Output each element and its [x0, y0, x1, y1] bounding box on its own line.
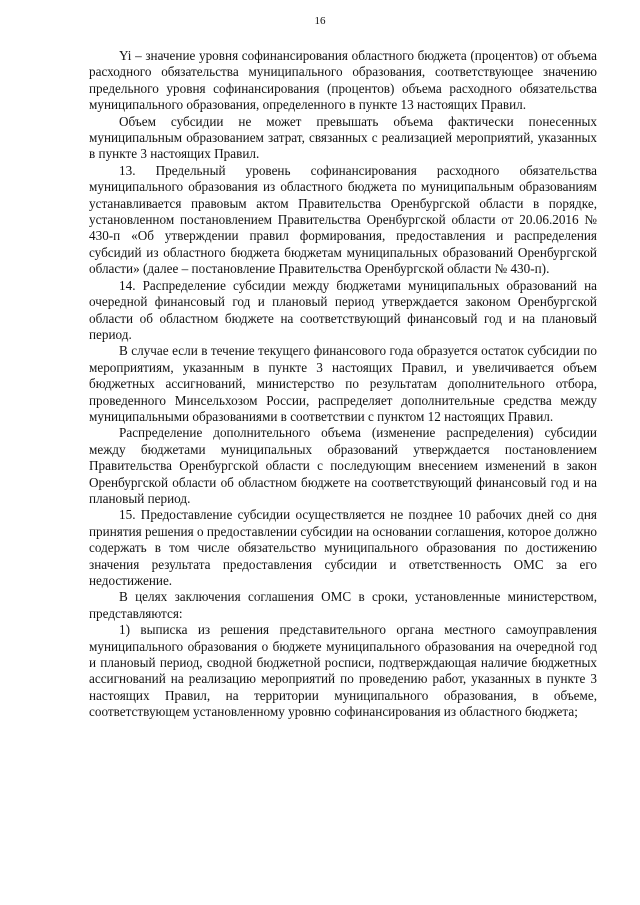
- page-number: 16: [314, 15, 326, 27]
- paragraph-yi-definition: Yi – значение уровня софинансирования областного бюджета (процентов) от объема расходного обязательства муниципального образования, соответствующее значению предельного уровня софинансирования (процентов) объема расходного обязательства муниципального образования, определенного в пункте 13 настоящих Правил.: [89, 48, 597, 113]
- paragraph-13: 13. Предельный уровень софинансирования расходного обязательства муниципального образования из областного бюджета по муниципальным образованиям устанавливается правовым актом Правительства Оренбургской области в порядке, установленном постановлением Правительства Оренбургской области от 20.06.2016 № 430-п «Об утверждении правил формирования, предоставления и распределения субсидий из областного бюджета бюджетам муниципальных образований Оренбургской области» (далее – постановление Правительства Оренбургской области № 430-п).: [89, 162, 597, 277]
- document-body: [89, 48, 597, 721]
- paragraph-14: 14. Распределение субсидии между бюджетами муниципальных образований на очередной финансовый год и плановый период утверждается законом Оренбургской области об областном бюджете на соответствующий финансовый год и на плановый период.: [89, 277, 597, 342]
- paragraph-subsidy-limit: Объем субсидии не может превышать объема фактически понесенных муниципальным образованием затрат, связанных с реализацией мероприятий, указанных в пункте 3 настоящих Правил.: [89, 113, 597, 162]
- paragraph-item-1: 1) выписка из решения представительного органа местного самоуправления муниципального образования о бюджете муниципального образования на очередной год и плановый период, сводной бюджетной росписи, подтверждающая наличие бюджетных ассигнований на реализацию мероприятий по проведению работ, указанных в пункте 3 настоящих Правил, на территории муниципального образования, в объеме, соответствующем установленному уровню софинансирования из областного бюджета;: [89, 622, 597, 720]
- paragraph-redistribution: Распределение дополнительного объема (изменение распределения) субсидии между бюджетами муниципальных образований утверждается постановлением Правительства Оренбургской области с последующим внесением изменений в закон Оренбургской области об областном бюджете на соответствующий финансовый год и на плановый период.: [89, 425, 597, 506]
- paragraph-remaining-subsidy: В случае если в течение текущего финансового года образуется остаток субсидии по мероприятиям, указанным в пункте 3 настоящих Правил, и увеличивается объем бюджетных ассигнований, министерство по результатам дополнительного отбора, проведенного Минсельхозом России, распределяет дополнительные средства между муниципальными образованиями в соответствии с пунктом 12 настоящих Правил.: [89, 343, 597, 424]
- paragraph-15: 15. Предоставление субсидии осуществляется не позднее 10 рабочих дней со дня принятия решения о предоставлении субсидии на основании соглашения, которое должно содержать в том числе обязательство муниципального образования по достижению значения результата предоставления субсидии и ответственность ОМС за его недостижение.: [89, 507, 597, 588]
- paragraph-agreement-documents: В целях заключения соглашения ОМС в сроки, установленные министерством, представляются:: [89, 589, 597, 621]
